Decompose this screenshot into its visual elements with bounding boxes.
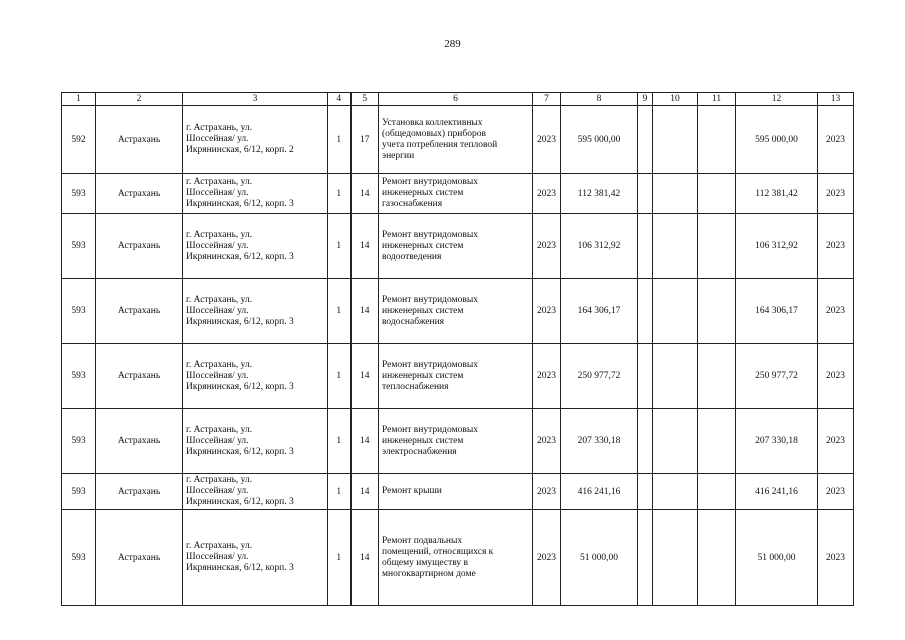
col9-cell — [638, 214, 653, 279]
col9-cell — [638, 344, 653, 409]
address-line: г. Астрахань, ул. — [186, 294, 253, 305]
column-number-header-row — [62, 93, 854, 106]
address-line: г. Астрахань, ул. — [186, 424, 253, 435]
total-cell: 51 000,00 — [736, 510, 818, 606]
page-number: 289 — [444, 38, 461, 50]
col9-cell — [638, 510, 653, 606]
column-header: 12 — [736, 93, 818, 106]
col10-cell — [653, 106, 698, 174]
address-line: Шоссейная/ ул. — [186, 486, 249, 496]
work-type-cell — [379, 279, 533, 344]
col10-cell — [653, 174, 698, 214]
col5-cell: 14 — [351, 214, 379, 279]
col4-cell: 1 — [328, 510, 351, 606]
col10-cell — [653, 510, 698, 606]
column-header: 6 — [379, 93, 533, 106]
year-cell: 2023 — [533, 344, 561, 409]
col5-cell: 14 — [351, 474, 379, 510]
row-number: 593 — [62, 279, 96, 344]
address-line: Шоссейная/ ул. — [186, 370, 249, 381]
repair-register-table — [61, 92, 854, 606]
column-header: 10 — [653, 93, 698, 106]
address-cell — [183, 474, 328, 510]
city-cell: Астрахань — [96, 279, 183, 344]
column-header: 13 — [818, 93, 854, 106]
city-cell: Астрахань — [96, 174, 183, 214]
completion-year-cell: 2023 — [818, 279, 854, 344]
completion-year-cell: 2023 — [818, 344, 854, 409]
completion-year-cell: 2023 — [818, 409, 854, 474]
city-cell: Астрахань — [96, 106, 183, 174]
work-line: инженерных систем — [382, 435, 464, 446]
address-line: Икрянинская, 6/12, корп. 3 — [186, 199, 294, 209]
work-type-cell — [379, 510, 533, 606]
column-header: 2 — [96, 93, 183, 106]
col4-cell: 1 — [328, 344, 351, 409]
year-cell: 2023 — [533, 214, 561, 279]
city-cell: Астрахань — [96, 214, 183, 279]
cost-cell: 112 381,42 — [561, 174, 638, 214]
address-cell — [183, 174, 328, 214]
col9-cell — [638, 409, 653, 474]
address-line: Икрянинская, 6/12, корп. 3 — [186, 563, 294, 573]
address-cell — [183, 344, 328, 409]
address-line: Икрянинская, 6/12, корп. 3 — [186, 251, 294, 262]
total-cell: 112 381,42 — [736, 174, 818, 214]
city-cell: Астрахань — [96, 510, 183, 606]
completion-year-cell: 2023 — [818, 214, 854, 279]
address-cell — [183, 409, 328, 474]
col11-cell — [698, 344, 736, 409]
column-header: 1 — [62, 93, 96, 106]
col11-cell — [698, 106, 736, 174]
work-type-cell — [379, 474, 533, 510]
address-cell — [183, 510, 328, 606]
work-type-cell — [379, 409, 533, 474]
row-number: 592 — [62, 106, 96, 174]
work-line: теплоснабжения — [382, 381, 449, 392]
col9-cell — [638, 106, 653, 174]
work-line: водоотведения — [382, 251, 442, 262]
col9-cell — [638, 279, 653, 344]
total-cell: 416 241,16 — [736, 474, 818, 510]
year-cell: 2023 — [533, 474, 561, 510]
column-header: 8 — [561, 93, 638, 106]
address-line: Шоссейная/ ул. — [186, 134, 249, 144]
address-line: Икрянинская, 6/12, корп. 3 — [186, 446, 294, 457]
work-line: общему имуществу в — [382, 557, 469, 568]
column-header: 9 — [638, 93, 653, 106]
address-line: Шоссейная/ ул. — [186, 240, 249, 251]
total-cell: 207 330,18 — [736, 409, 818, 474]
address-line: Икрянинская, 6/12, корп. 2 — [186, 145, 294, 155]
col10-cell — [653, 409, 698, 474]
work-type-cell — [379, 214, 533, 279]
table-row — [62, 409, 854, 474]
year-cell: 2023 — [533, 174, 561, 214]
row-number: 593 — [62, 214, 96, 279]
work-line: Ремонт внутридомовых — [382, 177, 478, 187]
year-cell: 2023 — [533, 409, 561, 474]
row-number: 593 — [62, 510, 96, 606]
column-header: 11 — [698, 93, 736, 106]
column-header: 5 — [351, 93, 379, 106]
year-cell: 2023 — [533, 106, 561, 174]
work-line: инженерных систем — [382, 305, 464, 316]
col10-cell — [653, 214, 698, 279]
address-cell — [183, 106, 328, 174]
address-cell — [183, 214, 328, 279]
table-row — [62, 106, 854, 174]
table-row — [62, 510, 854, 606]
work-line: помещений, относящихся к — [382, 546, 494, 557]
work-type-cell — [379, 106, 533, 174]
col11-cell — [698, 409, 736, 474]
address-cell — [183, 279, 328, 344]
row-number: 593 — [62, 174, 96, 214]
row-number: 593 — [62, 344, 96, 409]
col9-cell — [638, 474, 653, 510]
work-line: Установка коллективных — [382, 117, 483, 128]
address-line: г. Астрахань, ул. — [186, 475, 253, 485]
address-line: Шоссейная/ ул. — [186, 305, 249, 316]
address-line: Шоссейная/ ул. — [186, 435, 249, 446]
city-cell: Астрахань — [96, 474, 183, 510]
col4-cell: 1 — [328, 106, 351, 174]
work-line: энергии — [382, 150, 415, 161]
total-cell: 595 000,00 — [736, 106, 818, 174]
address-line: г. Астрахань, ул. — [186, 229, 253, 240]
cost-cell: 416 241,16 — [561, 474, 638, 510]
total-cell: 106 312,92 — [736, 214, 818, 279]
address-line: г. Астрахань, ул. — [186, 123, 253, 133]
col4-cell: 1 — [328, 279, 351, 344]
work-line: инженерных систем — [382, 188, 464, 198]
city-cell: Астрахань — [96, 344, 183, 409]
table-row — [62, 214, 854, 279]
completion-year-cell: 2023 — [818, 106, 854, 174]
row-number: 593 — [62, 409, 96, 474]
work-type-cell — [379, 344, 533, 409]
address-line: Шоссейная/ ул. — [186, 552, 249, 562]
work-line: (общедомовых) приборов — [382, 128, 486, 139]
col4-cell: 1 — [328, 174, 351, 214]
col5-cell: 17 — [351, 106, 379, 174]
col4-cell: 1 — [328, 214, 351, 279]
col11-cell — [698, 174, 736, 214]
col11-cell — [698, 510, 736, 606]
work-line: Ремонт внутридомовых — [382, 229, 478, 240]
year-cell: 2023 — [533, 279, 561, 344]
work-line: многоквартирном доме — [382, 568, 476, 579]
completion-year-cell: 2023 — [818, 174, 854, 214]
table-row — [62, 344, 854, 409]
work-line: Ремонт внутридомовых — [382, 424, 478, 435]
col9-cell — [638, 174, 653, 214]
col4-cell: 1 — [328, 474, 351, 510]
address-line: Икрянинская, 6/12, корп. 3 — [186, 497, 294, 507]
work-line: Ремонт внутридомовых — [382, 359, 478, 370]
row-number: 593 — [62, 474, 96, 510]
cost-cell: 250 977,72 — [561, 344, 638, 409]
col5-cell: 14 — [351, 409, 379, 474]
completion-year-cell: 2023 — [818, 510, 854, 606]
cost-cell: 207 330,18 — [561, 409, 638, 474]
address-line: г. Астрахань, ул. — [186, 359, 253, 370]
column-header: 3 — [183, 93, 328, 106]
total-cell: 250 977,72 — [736, 344, 818, 409]
cost-cell: 595 000,00 — [561, 106, 638, 174]
column-header: 4 — [328, 93, 351, 106]
work-line: учета потребления тепловой — [382, 139, 498, 150]
work-line: Ремонт крыши — [382, 486, 442, 496]
col11-cell — [698, 214, 736, 279]
col4-cell: 1 — [328, 409, 351, 474]
col11-cell — [698, 279, 736, 344]
total-cell: 164 306,17 — [736, 279, 818, 344]
work-line: Ремонт внутридомовых — [382, 294, 478, 305]
address-line: Шоссейная/ ул. — [186, 188, 249, 198]
address-line: г. Астрахань, ул. — [186, 177, 253, 187]
work-line: газоснабжения — [382, 199, 443, 209]
col5-cell: 14 — [351, 174, 379, 214]
col5-cell: 14 — [351, 279, 379, 344]
year-cell: 2023 — [533, 510, 561, 606]
table-row — [62, 474, 854, 510]
address-line: Икрянинская, 6/12, корп. 3 — [186, 381, 294, 392]
cost-cell: 106 312,92 — [561, 214, 638, 279]
completion-year-cell: 2023 — [818, 474, 854, 510]
col10-cell — [653, 474, 698, 510]
col5-cell: 14 — [351, 344, 379, 409]
column-header: 7 — [533, 93, 561, 106]
col5-cell: 14 — [351, 510, 379, 606]
address-line: Икрянинская, 6/12, корп. 3 — [186, 316, 294, 327]
cost-cell: 164 306,17 — [561, 279, 638, 344]
work-line: инженерных систем — [382, 370, 464, 381]
work-line: водоснабжения — [382, 316, 445, 327]
work-line: электроснабжения — [382, 446, 457, 457]
city-cell: Астрахань — [96, 409, 183, 474]
col10-cell — [653, 279, 698, 344]
work-type-cell — [379, 174, 533, 214]
col11-cell — [698, 474, 736, 510]
work-line: инженерных систем — [382, 240, 464, 251]
table-row — [62, 279, 854, 344]
table-row — [62, 174, 854, 214]
col10-cell — [653, 344, 698, 409]
work-line: Ремонт подвальных — [382, 535, 463, 546]
address-line: г. Астрахань, ул. — [186, 541, 253, 551]
cost-cell: 51 000,00 — [561, 510, 638, 606]
